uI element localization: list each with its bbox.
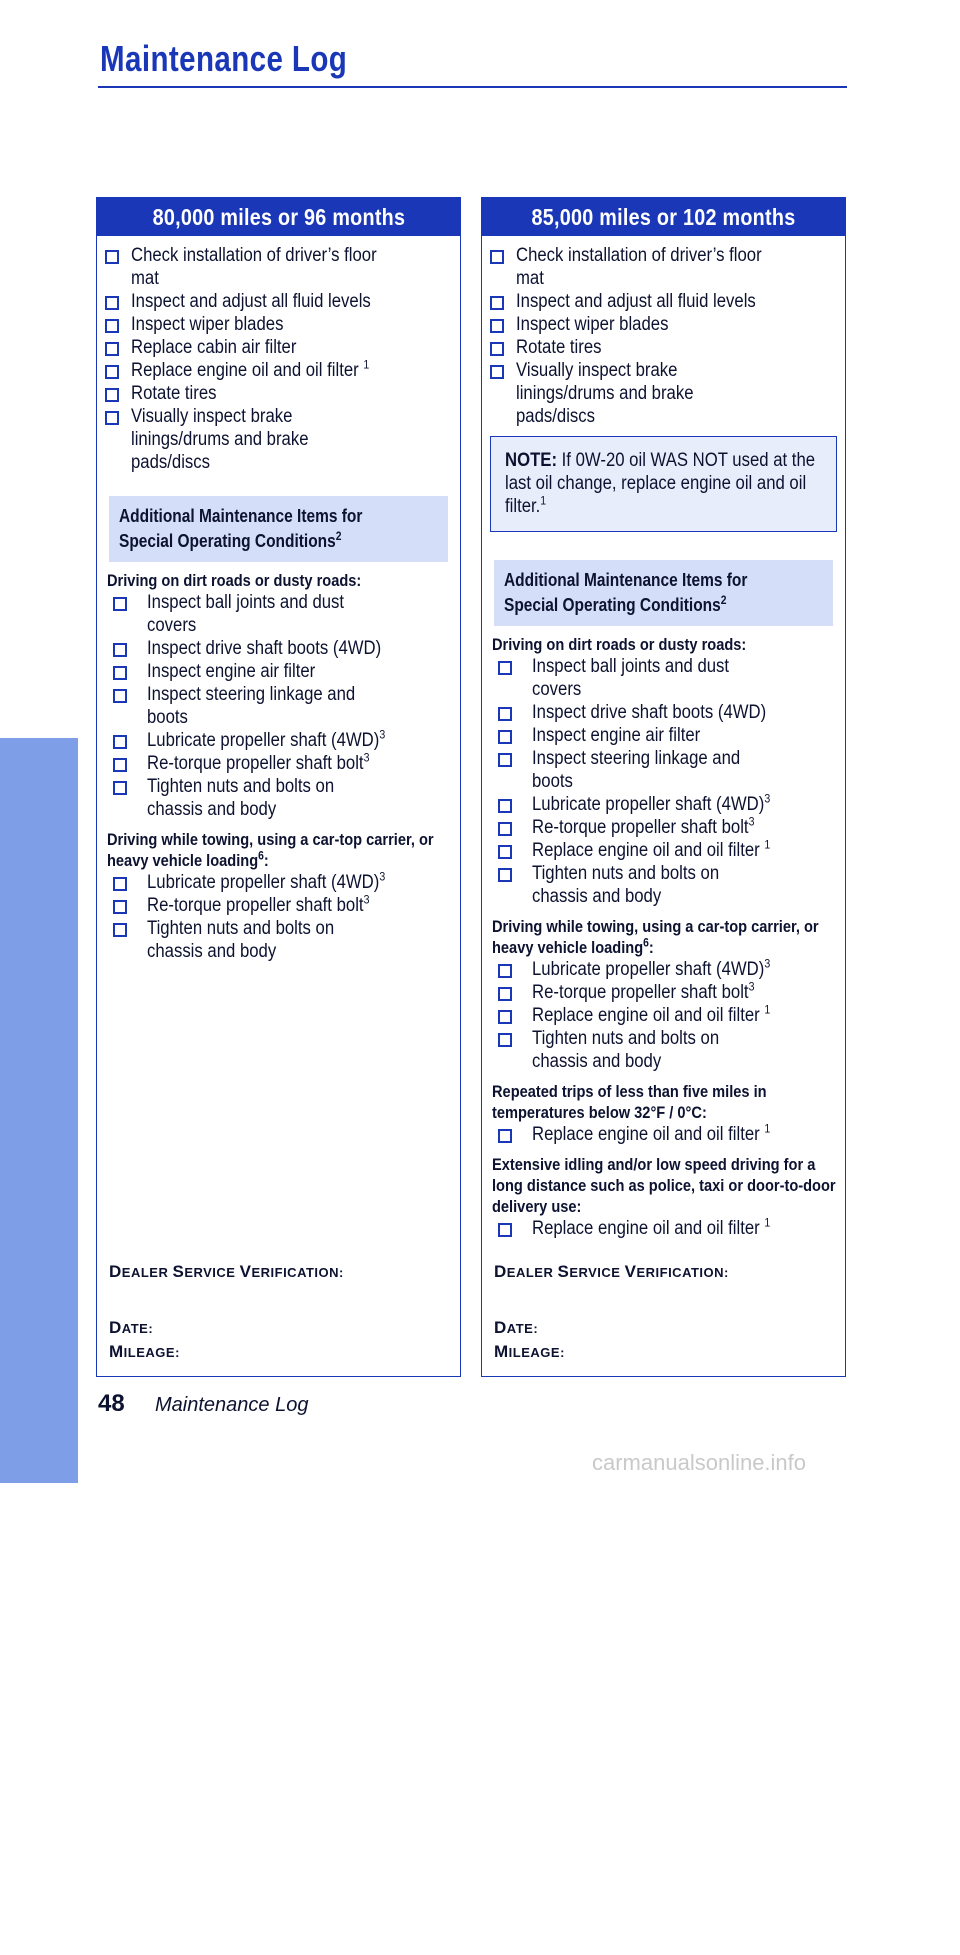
item-label: Replace cabin air filter [131,337,297,358]
side-tab [0,738,78,1955]
checklist-item-text [147,729,389,752]
item-label: Inspect engine air filter [147,661,316,682]
checklist-item-text [532,793,774,816]
checkbox-icon[interactable] [498,661,512,675]
checkbox-icon[interactable] [498,730,512,744]
checklist-item-text [147,637,389,660]
condition-heading-text: Repeated trips of less than five miles in temperatures below 32°F / 0°C: [492,1082,767,1122]
item-label: Tighten nuts and bolts on chassis and body [532,1028,720,1072]
checklist-item-text [516,244,771,290]
checkbox-icon[interactable] [498,964,512,978]
dealer-verification-label: DEALER SERVICE VERIFICATION: [109,1262,344,1281]
condition-heading [97,562,460,591]
checklist-item [490,290,845,313]
side-tab-label: MAINTENANCE [23,1737,54,1955]
item-label: Inspect wiper blades [516,314,669,335]
checkbox-icon[interactable] [498,799,512,813]
checkbox-icon[interactable] [105,342,119,356]
date-field [494,1318,538,1338]
item-label: Inspect and adjust all fluid levels [516,291,756,312]
checkbox-icon[interactable] [105,365,119,379]
item-label: Re-torque propeller shaft bolt [147,753,364,774]
checklist-item-text [147,591,389,637]
item-label: Replace engine oil and oil filter [131,360,364,381]
item-footnote: 3 [379,727,386,742]
item-label: Inspect drive shaft boots (4WD) [532,702,767,723]
condition-heading-text: Extensive idling and/or low speed driving for a long distance such as police, taxi or door-to-door delivery use: [492,1155,836,1216]
item-footnote: 1 [764,837,771,852]
checkbox-icon[interactable] [113,877,127,891]
checklist-item [490,244,845,290]
panel-80000-miles [96,197,461,1377]
checklist-item-text [147,660,389,683]
checkbox-icon[interactable] [490,342,504,356]
checkbox-icon[interactable] [105,296,119,310]
checkbox-icon[interactable] [498,822,512,836]
checklist-item [105,917,460,963]
checklist-item-text [532,724,774,747]
condition-heading-text: Driving on dirt roads or dusty roads: [492,635,747,654]
checklist-item [490,701,845,724]
checkbox-icon[interactable] [498,1223,512,1237]
item-label: Inspect wiper blades [131,314,284,335]
watermark: carmanualsonline.info [592,1450,807,1475]
item-label: Inspect drive shaft boots (4WD) [147,638,382,659]
checklist-item-text [147,871,389,894]
checkbox-icon[interactable] [113,900,127,914]
additional-items-box [109,496,448,562]
checklist-item [490,816,845,839]
item-footnote: 1 [764,1002,771,1017]
item-label: Inspect steering linkage and boots [532,748,741,792]
title-rule [98,86,847,88]
additional-items-title: Additional Maintenance Items for Special Operating Conditions [119,506,363,551]
item-label: Tighten nuts and bolts on chassis and body [147,776,335,820]
item-label: Visually inspect brake linings/drums and brake pads/discs [131,406,309,473]
checklist-item-text [516,336,771,359]
item-footnote: 3 [379,869,386,884]
checklist-item-text [516,313,771,336]
checklist-item-text [147,894,389,917]
condition-heading [482,1146,845,1217]
checkbox-icon[interactable] [498,987,512,1001]
checklist-item-text [532,958,774,981]
checkbox-icon[interactable] [113,923,127,937]
mileage-label: MILEAGE: [109,1342,180,1361]
dealer-verification [494,1262,729,1282]
checklist-item [105,290,460,313]
checklist-item [105,244,460,290]
checkbox-icon[interactable] [498,1010,512,1024]
condition-item-list [482,655,845,908]
checklist-item [105,382,460,405]
item-label: Re-torque propeller shaft bolt [532,817,749,838]
checklist-item-text [516,290,771,313]
checklist-item [490,1217,845,1240]
checklist-item-text [532,981,774,1004]
page-title: Maintenance Log [100,38,348,79]
item-label: Lubricate propeller shaft (4WD) [147,730,380,751]
checklist-item-text [131,405,386,474]
condition-heading [482,1073,845,1123]
checkbox-icon[interactable] [113,735,127,749]
checklist-item [490,724,845,747]
item-footnote: 3 [764,791,771,806]
checklist-item-text [532,1004,774,1027]
checklist-item-text [131,244,386,290]
date-field [109,1318,153,1338]
mileage-label: MILEAGE: [494,1342,565,1361]
checklist-item-text [532,1123,774,1146]
checklist-item-text [532,1217,774,1240]
condition-item-list [482,1123,845,1146]
condition-footnote: 6 [258,848,264,863]
main-item-list [97,236,460,474]
additional-items-box [494,560,833,626]
item-label: Tighten nuts and bolts on chassis and body [147,918,335,962]
date-label: DATE: [109,1318,154,1337]
item-label: Rotate tires [516,337,602,358]
checklist-item [490,359,845,428]
checklist-item [105,871,460,894]
item-label: Lubricate propeller shaft (4WD) [532,794,765,815]
checklist-item [490,839,845,862]
dealer-verification-label: DEALER SERVICE VERIFICATION: [494,1262,729,1281]
checklist-item [490,313,845,336]
item-label: Replace engine oil and oil filter [532,1005,765,1026]
checkbox-icon[interactable] [113,643,127,657]
item-label: Inspect and adjust all fluid levels [131,291,371,312]
checkbox-icon[interactable] [490,296,504,310]
checklist-item-text [131,313,386,336]
condition-heading [482,626,845,655]
item-label: Rotate tires [131,383,217,404]
condition-heading-text: Driving while towing, using a car-top carrier, or heavy vehicle loading [492,917,819,957]
checkbox-icon[interactable] [105,388,119,402]
checklist-item-text [532,747,774,793]
checklist-item [490,862,845,908]
checklist-item [105,336,460,359]
panel-header [97,198,460,236]
checklist-item-text [147,775,389,821]
checkbox-icon[interactable] [105,411,119,425]
condition-heading: Driving while towing, using a car-top carrier, or heavy vehicle loading$^6$: [492,917,819,957]
footer-label: Maintenance Log [155,1394,309,1416]
checkbox-icon[interactable] [498,868,512,882]
checklist-item [105,683,460,729]
note-footnote: 1 [540,493,547,508]
item-footnote: 1 [363,357,370,372]
checkbox-icon[interactable] [498,845,512,859]
checklist-item [105,660,460,683]
checkbox-icon[interactable] [105,250,119,264]
checklist-item-text [147,752,389,775]
condition-groups [482,626,845,1240]
item-footnote: 3 [764,956,771,971]
item-label: Lubricate propeller shaft (4WD) [532,959,765,980]
condition-item-list [97,871,460,963]
checkbox-icon[interactable] [498,1129,512,1143]
checklist-item [490,1027,845,1073]
item-footnote: 3 [748,979,755,994]
date-label: DATE: [494,1318,539,1337]
checklist-item-text [532,839,774,862]
checklist-item [490,336,845,359]
item-label: Re-torque propeller shaft bolt [147,895,364,916]
note-label: NOTE: [505,450,558,471]
item-label: Re-torque propeller shaft bolt [532,982,749,1003]
note-text: If 0W-20 oil WAS NOT used at the last oil change, replace engine oil and oil filter. [505,450,816,517]
item-label: Replace engine oil and oil filter [532,1218,765,1239]
checkbox-icon[interactable] [498,1033,512,1047]
checklist-item [105,752,460,775]
checklist-item-text [131,336,386,359]
checklist-item-text [532,862,774,908]
item-label: Check installation of driver’s floor mat [131,245,377,289]
checkbox-icon[interactable] [113,689,127,703]
checkbox-icon[interactable] [498,707,512,721]
condition-heading-text: Driving while towing, using a car-top carrier, or heavy vehicle loading [107,830,434,870]
item-label: Lubricate propeller shaft (4WD) [147,872,380,893]
checklist-item-text [532,1027,774,1073]
panel-85000-miles [481,197,846,1377]
checklist-item [105,591,460,637]
panel-header-text: 85,000 miles or 102 months [531,203,796,230]
checklist-item [490,793,845,816]
checklist-item [490,958,845,981]
checklist-item-text [131,382,386,405]
checkbox-icon[interactable] [113,666,127,680]
item-label: Inspect engine air filter [532,725,701,746]
checklist-item [105,313,460,336]
condition-heading-text: Driving on dirt roads or dusty roads: [107,571,362,590]
checkbox-icon[interactable] [105,319,119,333]
panel-header [482,198,845,236]
item-footnote: 1 [764,1215,771,1230]
condition-groups [97,562,460,963]
main-item-list [482,236,845,428]
item-footnote: 3 [363,892,370,907]
checklist-item [490,655,845,701]
condition-item-list [482,958,845,1073]
item-label: Inspect steering linkage and boots [147,684,356,728]
condition-footnote: 6 [643,935,649,950]
mileage-field [109,1342,180,1362]
checklist-item [105,405,460,474]
checklist-item [105,729,460,752]
condition-item-list [482,1217,845,1240]
item-label: Visually inspect brake linings/drums and brake pads/discs [516,360,694,427]
checklist-item-text [532,701,774,724]
checklist-item [105,775,460,821]
checklist-item-text [516,359,771,428]
item-footnote: 3 [363,750,370,765]
item-label: Replace engine oil and oil filter [532,1124,765,1145]
item-label: Check installation of driver’s floor mat [516,245,762,289]
checkbox-icon[interactable] [498,753,512,767]
item-label: Replace engine oil and oil filter [532,840,765,861]
checklist-item-text [532,816,774,839]
checklist-item [105,637,460,660]
condition-item-list [97,591,460,821]
dealer-verification [109,1262,344,1282]
checklist-item [490,1123,845,1146]
mileage-field [494,1342,565,1362]
checklist-item-text [147,917,389,963]
checklist-item-text [147,683,389,729]
condition-heading: Driving while towing, using a car-top carrier, or heavy vehicle loading$^6$: [107,830,434,870]
item-label: Inspect ball joints and dust covers [147,592,345,636]
checkbox-icon[interactable] [113,597,127,611]
checklist-item [105,894,460,917]
note-box [490,436,837,532]
checklist-item [490,981,845,1004]
checklist-item [490,1004,845,1027]
checkbox-icon[interactable] [113,758,127,772]
checklist-item-text [131,290,386,313]
checklist-item-text [532,655,774,701]
panel-header-text: 80,000 miles or 96 months [152,203,405,230]
checkbox-icon[interactable] [113,781,127,795]
additional-footnote: 2 [720,593,727,607]
page-number: 48 [98,1390,125,1417]
checklist-item [105,359,460,382]
checklist-item [490,747,845,793]
item-label: Tighten nuts and bolts on chassis and body [532,863,720,907]
additional-items-title: Additional Maintenance Items for Special Operating Conditions [504,570,748,615]
checkbox-icon[interactable] [490,250,504,264]
checkbox-icon[interactable] [490,365,504,379]
additional-footnote: 2 [335,529,342,543]
checklist-item-text [131,359,386,382]
item-label: Inspect ball joints and dust covers [532,656,730,700]
checkbox-icon[interactable] [490,319,504,333]
item-footnote: 3 [748,814,755,829]
item-footnote: 1 [764,1121,771,1136]
